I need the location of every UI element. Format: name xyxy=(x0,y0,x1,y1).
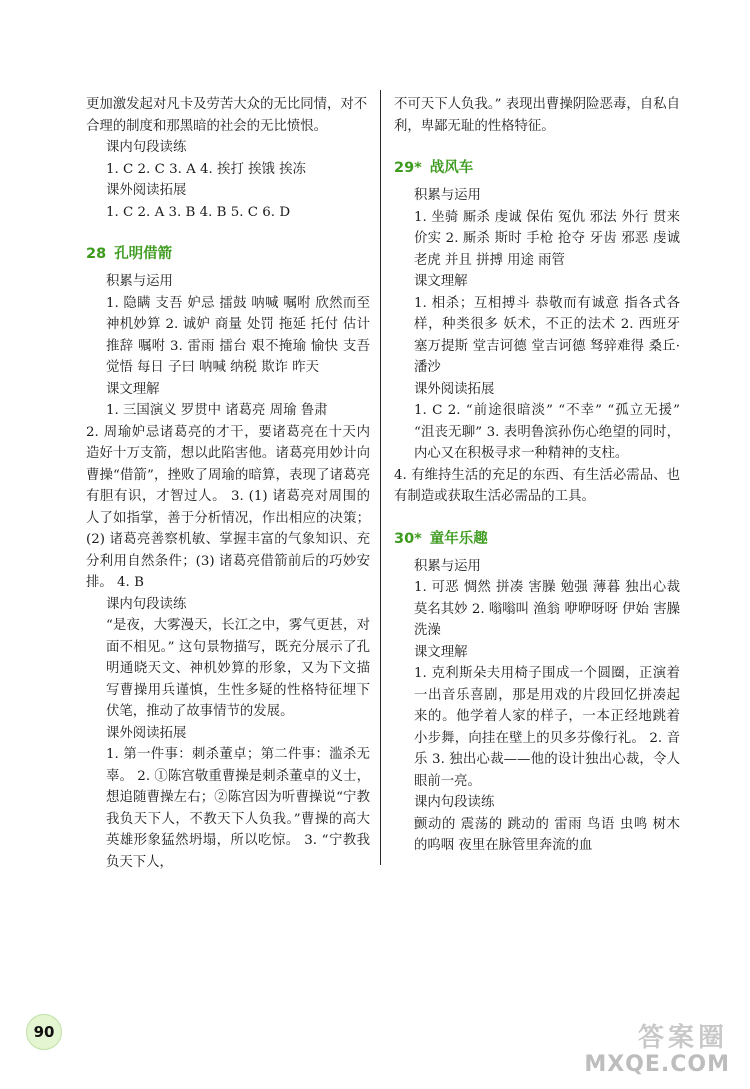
lesson-name: 孔明借箭 xyxy=(114,246,173,262)
section-label: 课内句段读练 xyxy=(414,795,495,810)
answer-paragraph: 1. 可恶 惆然 拼凑 害臊 勉强 薄暮 独出心裁 莫名其妙 2. 嗡嗡叫 渔翁 咿咿呀呀 伊始 害臊 洗澡 xyxy=(414,580,680,638)
section-label: 积累与运用 xyxy=(106,274,173,289)
answer-paragraph: 1. 坐骑 厮杀 虔诚 保佑 冤仇 邪法 外行 贯来价实 2. 厮杀 斯时 手枪 抢夺 牙齿 邪恶 虔诚 老虎 并且 拼搏 用途 雨管 xyxy=(414,209,680,268)
watermark-cn: 答案圈 xyxy=(637,1022,728,1053)
lesson-title xyxy=(394,528,680,550)
answer-line: 1. C 2. A 3. B 4. B 5. C 6. D xyxy=(106,204,291,220)
lesson-29 xyxy=(394,157,680,508)
left-column xyxy=(86,94,370,873)
section-label: 积累与运用 xyxy=(414,188,481,203)
answer-paragraph: 1. 克利斯朵夫用椅子围成一个圆圈，正演着一出音乐喜剧，那是用戏的片段回忆拼凑起来的。他学着人家的样子，一本正经地跳着小步舞，向挂在壁上的贝多芬像行礼。 2. 音乐 3. 独出心裁——他的设计独出心裁，令人眼前一亮。 xyxy=(414,666,680,789)
column-divider xyxy=(380,90,381,865)
lesson-title xyxy=(86,243,370,265)
intro-line: 合理的制度和那黑暗的社会的无比愤恨。 xyxy=(86,118,328,134)
section-label: 课文理解 xyxy=(414,274,468,289)
lesson-name: 童年乐趣 xyxy=(429,530,488,547)
answer-paragraph: 2. 周瑜妒忌诸葛亮的才干，要诸葛亮在十天内造好十万支箭，想以此陷害他。诸葛亮用妙计向曹操“借箭”，挫败了周瑜的暗算，表现了诸葛亮有胆有识，才智过人。 3. (1) 诸葛亮对周围的人了如指掌，善于分析情况，作出相应的决策；(2) 诸葛亮善察机敏、掌握丰富的气象知识、充分利用自然条件；(3) 诸葛亮借箭前后的巧妙安排。 4. B xyxy=(86,424,370,590)
answer-paragraph: 1. C 2. “前途很暗淡” “不幸” “孤立无援” “沮丧无聊” 3. 表明鲁滨孙伤心绝望的同时，内心又在积极寻求一种精神的支柱。 xyxy=(414,403,680,461)
page-number: 90 xyxy=(26,1014,62,1050)
answer-paragraph: 1. 隐瞒 支吾 妒忌 擂鼓 呐喊 嘱咐 欣然而至 神机妙算 2. 诚妒 商量 处罚 拖延 托付 估计 推辞 嘱咐 3. 雷雨 擂台 艰不掩瑜 愉快 支吾 觉悟 每日 子曰 呐喊 纳税 欺诈 昨天 xyxy=(106,295,370,375)
lesson-30 xyxy=(394,528,680,857)
intro-line: 更加激发起对凡卡及劳苦大众的无比同情，对不 xyxy=(86,97,368,112)
lesson-number: 28 xyxy=(86,246,107,262)
lesson-number: 30* xyxy=(394,530,422,547)
lesson-number: 29* xyxy=(394,160,422,176)
section-label: 课内句段读练 xyxy=(106,140,187,155)
right-column xyxy=(394,94,680,857)
answer-paragraph: 4. 有维持生活的充足的东西、有生活必需品、也有制造或获取生活必需品的工具。 xyxy=(394,467,680,504)
answer-paragraph: 不可天下人负我。” 表现出曹操阴险恶毒，自私自利，卑鄙无耻的性格特征。 xyxy=(394,97,680,134)
answer-paragraph: 1. 第一件事：刺杀董卓；第二件事：滥杀无辜。 2. ①陈宫敬重曹操是刺杀董卓的义士，想追随曹操左右；②陈宫因为听曹操说“宁教我负天下人，不教天下人负我。”曹操的高大英雄形象猛然坍塌，所以吃惊。 3. “宁教我负天下人， xyxy=(106,747,370,870)
lesson-name: 战风车 xyxy=(429,160,474,176)
section-label: 课外阅读拓展 xyxy=(414,381,495,397)
section-label: 积累与运用 xyxy=(414,558,481,574)
section-label: 课内句段读练 xyxy=(106,596,187,612)
lesson-title xyxy=(394,157,680,179)
section-label: 课外阅读拓展 xyxy=(106,725,187,741)
answer-paragraph: 颤动的 震荡的 跳动的 雷雨 鸟语 虫鸣 树木的呜咽 夜里在脉管里奔流的血 xyxy=(414,816,680,853)
watermark-url: MXQE.COM xyxy=(584,1051,730,1077)
section-label: 课文理解 xyxy=(106,381,160,397)
answer-paragraph: “是夜，大雾漫天，长江之中，雾气更甚，对面不相见。” 这句景物描写，既充分展示了孔明通晓天文、神机妙算的形象，又为下文描写曹操用兵谨慎，生性多疑的性格特征埋下伏笔，推动了故事情节的发展。 xyxy=(106,618,370,719)
lesson-28 xyxy=(86,243,370,873)
answer-line: 1. C 2. C 3. A 4. 挨打 挨饿 挨冻 xyxy=(106,161,306,177)
answer-paragraph: 1. 三国演义 罗贯中 诸葛亮 周瑜 鲁肃 xyxy=(106,403,328,418)
answer-paragraph: 1. 相杀；互相搏斗 恭敬而有诚意 指各式各样，种类很多 妖术，不正的法术 2. 西班牙 塞万提斯 堂吉诃德 堂吉诃德 驽骍难得 桑丘·潘沙 xyxy=(414,295,680,375)
section-label: 课文理解 xyxy=(414,644,468,660)
section-label: 课外阅读拓展 xyxy=(106,183,187,198)
